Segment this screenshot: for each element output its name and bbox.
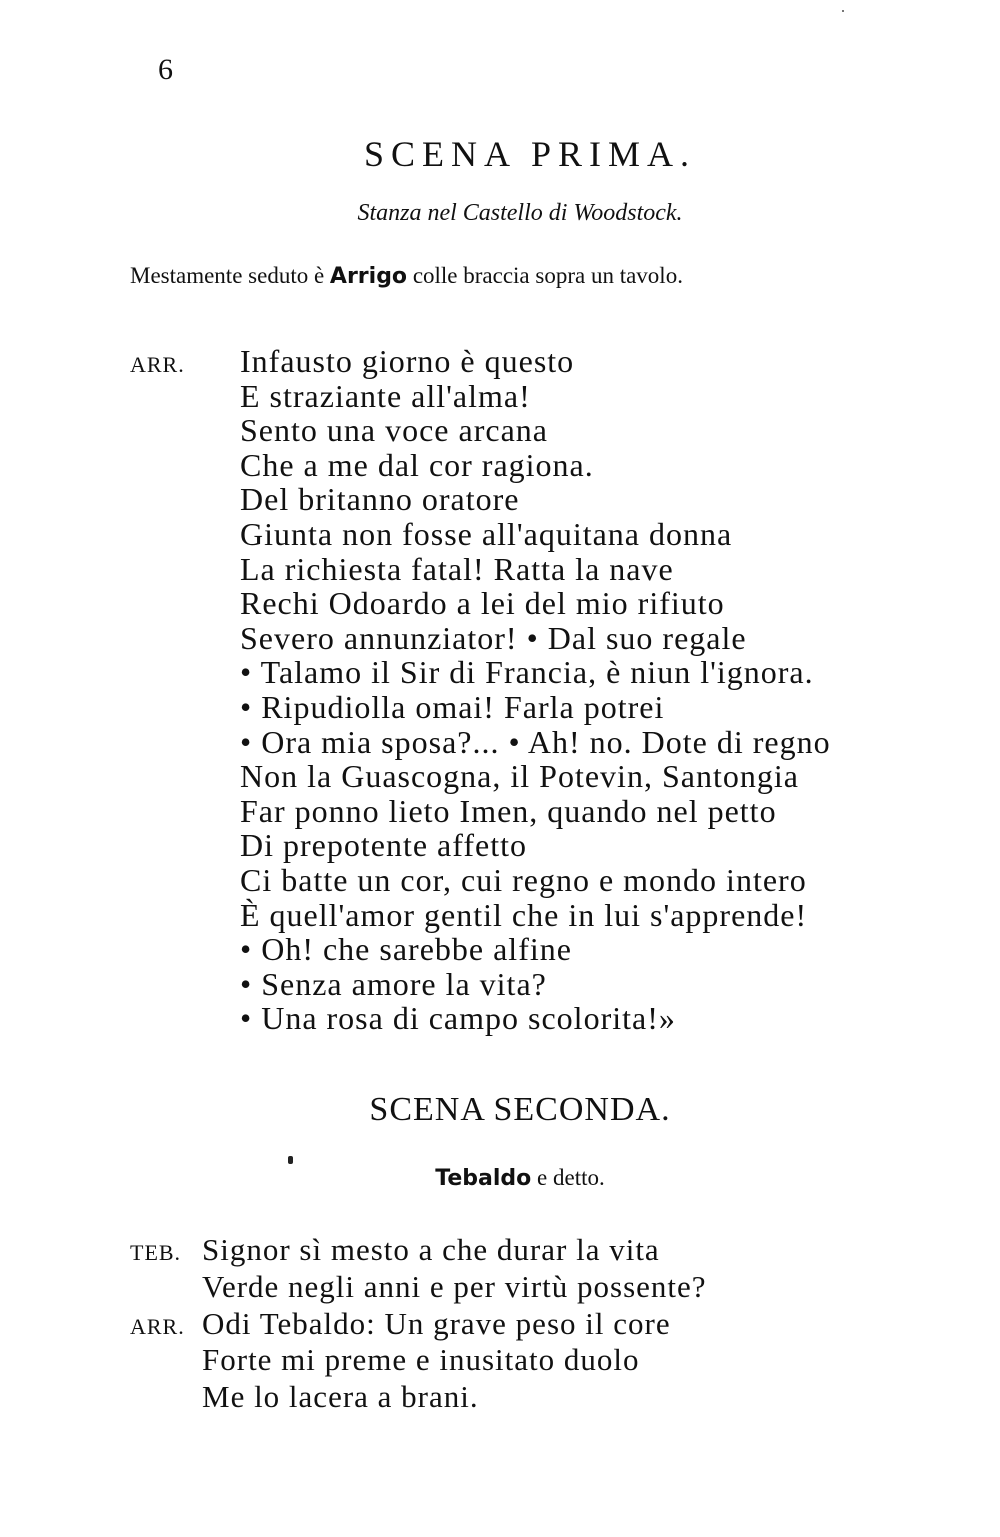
dialogue-line [130, 1342, 980, 1379]
verse-text: • Una rosa di campo scolorita!» [240, 1000, 676, 1037]
verse-line [130, 794, 980, 829]
tebaldo-arrigo-dialogue [130, 1232, 980, 1416]
speaker-label: ARR. [130, 1313, 185, 1339]
verse-text: Infausto giorno è questo [240, 343, 575, 379]
stage-direction-tebaldo [0, 1162, 1000, 1195]
verse-line [130, 448, 980, 483]
verse-line [130, 655, 980, 690]
scene-heading-seconda: SCENA SECONDA. [369, 1091, 671, 1128]
stage-direction-text-before: Mestamente seduto è [130, 263, 325, 288]
verse-line [130, 517, 980, 552]
verse-text: Sento una voce arcana [240, 412, 548, 449]
verse-text: Me lo lacera a brani. [202, 1379, 479, 1415]
verse-text: • Talamo il Sir di Francia, è niun l'ignora. [240, 654, 814, 691]
verse-text: Verde negli anni e per virtù possente? [202, 1268, 707, 1304]
scene-heading-prima: SCENA PRIMA. [363, 134, 697, 174]
verse-line [130, 690, 980, 725]
verse-line [130, 725, 980, 760]
verse-text: La richiesta fatal! Ratta la nave [240, 550, 674, 587]
verse-text: Severo annunziator! • Dal suo regale [240, 619, 747, 656]
verse-text: Ci batte un cor, cui regno e mondo intero [240, 861, 807, 898]
print-speck [842, 10, 844, 12]
verse-line [130, 413, 980, 448]
verse-text: Giunta non fosse all'aquitana donna [240, 515, 733, 552]
verse-line [130, 863, 980, 898]
dialogue-line [130, 1379, 980, 1416]
verse-text: Del britanno oratore [240, 481, 520, 518]
verse-text: Non la Guascogna, il Potevin, Santongia [240, 758, 799, 795]
speaker-label: TEB. [130, 1240, 182, 1265]
verse-text: È quell'amor gentil che in lui s'apprende! [240, 896, 808, 933]
verse-line [130, 586, 980, 621]
verse-line [130, 379, 980, 414]
verse-line [130, 967, 980, 1002]
verse-line [130, 621, 980, 656]
dialogue-line [130, 1306, 980, 1343]
verse-text: Signor sì mesto a che durar la vita [202, 1232, 660, 1267]
verse-text: Odi Tebaldo: Un grave peso il core [202, 1305, 671, 1341]
stage-direction-arrigo [130, 260, 950, 293]
verse-text: • Ora mia sposa?... • Ah! no. Dote di regno [240, 723, 831, 760]
verse-line [130, 759, 980, 794]
verse-line [130, 932, 980, 967]
verse-text: Di prepotente affetto [240, 827, 527, 864]
verse-line [130, 552, 980, 587]
dialogue-line [130, 1269, 980, 1306]
arrigo-monologue [130, 344, 980, 1036]
verse-text: Forte mi preme e inusitato duolo [202, 1342, 640, 1378]
verse-line [130, 1001, 980, 1036]
verse-text: Che a me dal cor ragiona. [240, 446, 594, 483]
verse-line [130, 344, 980, 379]
page-number: 6 [158, 53, 173, 86]
verse-text: • Oh! che sarebbe alfine [240, 931, 572, 968]
verse-text: Far ponno lieto Imen, quando nel petto [240, 792, 777, 829]
dialogue-line [130, 1232, 980, 1269]
verse-line [130, 898, 980, 933]
verse-text: E straziante all'alma! [240, 377, 531, 414]
scene-setting: Stanza nel Castello di Woodstock. [357, 200, 683, 226]
character-name-arrigo: Arrigo [329, 264, 408, 289]
verse-text: • Ripudiolla omai! Farla potrei [240, 688, 665, 725]
verse-line [130, 482, 980, 517]
stage-direction-text-after: colle braccia sopra un tavolo. [412, 263, 683, 288]
stage-direction-text-after: e detto. [537, 1165, 605, 1190]
verse-text: • Senza amore la vita? [240, 965, 547, 1002]
verse-text: Rechi Odoardo a lei del mio rifiuto [240, 585, 725, 622]
verse-line [130, 828, 980, 863]
character-name-tebaldo: Tebaldo [435, 1166, 532, 1191]
speaker-label: ARR. [130, 352, 185, 377]
